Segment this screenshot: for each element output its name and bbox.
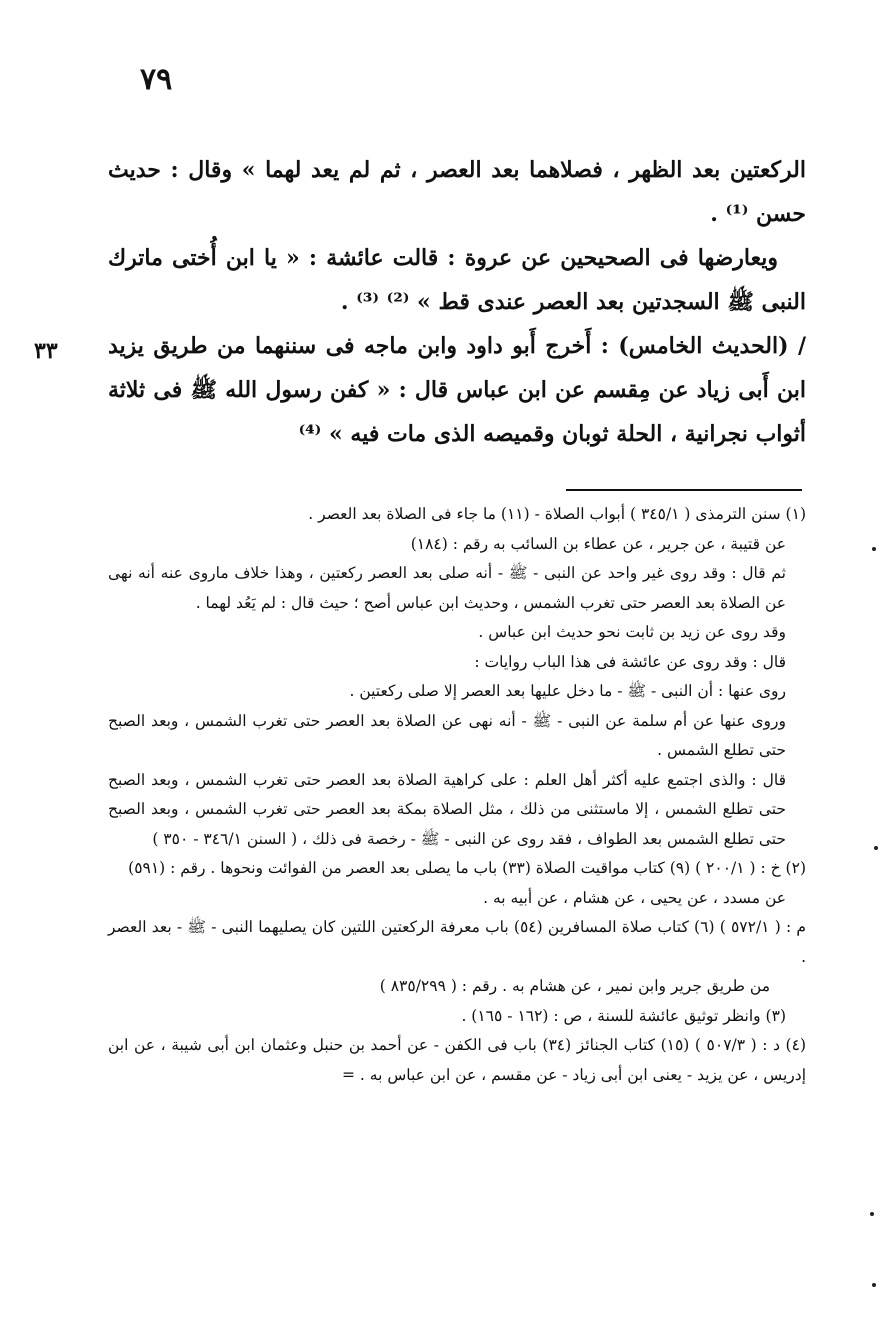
footnote-line: (٤) د : ( ٥٠٧/٣ ) (١٥) كتاب الجنائز (٣٤) باب فى الكفن - عن أحمد بن حنبل وعثمان ابن أبى شيبة ، عن ابن إدريس ، عن يزيد - يعنى ابن أبى زياد - عن مقسم ، عن ابن عباس به . =: [108, 1036, 806, 1084]
footnote-line: وروى عنها عن أم سلمة عن النبى - ﷺ - أنه نهى عن الصلاة بعد العصر حتى تغرب الشمس ، وبعد الصبح حتى تطلع الشمس .: [108, 711, 786, 759]
margin-dot-icon: [872, 1283, 876, 1287]
margin-dot-icon: [872, 547, 876, 551]
page-number: ٧٩: [140, 62, 173, 97]
margin-dot-icon: [870, 1212, 874, 1216]
footnote-line: قال : والذى اجتمع عليه أكثر أهل العلم : على كراهية الصلاة بعد العصر حتى تغرب الشمس ، وبعد الصبح حتى تطلع الشمس ، إلا ماستثنى من ذلك ، مثل الصلاة بمكة بعد العصر حتى تغرب الشمس ، وبعد الصبح حتى تطلع الشمس بعد الطواف ، فقد روى عن النبى - ﷺ - رخصة فى ذلك ، ( السنن ٣٤٦/١ - ٣٥٠ ): [108, 770, 786, 848]
margin-dot-icon: [874, 846, 878, 850]
main-text: [108, 148, 806, 456]
paragraph-1: الركعتين بعد الظهر ، فصلاهما بعد العصر ، ثم لم يعد لهما » وقال : حديث حسن ⁽¹⁾ .: [108, 157, 806, 227]
footnote-line: عن مسدد ، عن يحيى ، عن هشام ، عن أبيه به .: [483, 888, 786, 907]
footnote-line: ثم قال : وقد روى غير واحد عن النبى - ﷺ - أنه صلى بعد العصر ركعتين ، وهذا خلاف ماروى عنه أنه نهى عن الصلاة بعد العصر حتى تغرب الشمس ، وحديث ابن عباس أصح ؛ حيث قال : لم يَعُد لهما .: [108, 564, 786, 612]
footnote-line: م : ( ٥٧٢/١ ) (٦) كتاب صلاة المسافرين (٥٤) باب معرفة الركعتين اللتين كان يصليهما النبى - ﷺ - بعد العصر .: [108, 918, 806, 966]
footnotes: [108, 500, 806, 1090]
footnote-separator: [566, 489, 802, 491]
footnote-line: قال : وقد روى عن عائشة فى هذا الباب روايات :: [474, 652, 786, 671]
footnote-line: وقد روى عن زيد بن ثابت نحو حديث ابن عباس .: [478, 623, 786, 641]
footnote-line: من طريق جرير وابن نمير ، عن هشام به . رقم : ( ٨٣٥/٢٩٩ ): [379, 977, 770, 995]
hadith-heading: / (الحديث الخامس) :: [600, 333, 806, 359]
paragraph-3-text: أَخرج أَبو داود وابن ماجه فى سننهما من طريق يزيد ابن أَبى زياد عن مِقسم عن ابن عباس قال : « كفن رسول الله ﷺ فى ثلاثة أثواب نجرانية ، الحلة ثوبان وقميصه الذى مات فيه » ⁽⁴⁾: [108, 333, 806, 447]
paragraph-3: [108, 324, 806, 456]
footnote-line: روى عنها : أن النبى - ﷺ - ما دخل عليها بعد العصر إلا صلى ركعتين .: [349, 682, 786, 700]
paragraph-2: ويعارضها فى الصحيحين عن عروة : قالت عائشة : « يا ابن أُختى ماترك النبى ﷺ السجدتين بعد العصر عندى قط » ⁽²⁾ ⁽³⁾ .: [108, 245, 806, 315]
margin-number: ٣٣: [34, 338, 58, 364]
footnote-line: عن قتيبة ، عن جرير ، عن عطاء بن السائب به رقم : (١٨٤): [410, 534, 786, 553]
footnote-line: (٢) خ : ( ٢٠٠/١ ) (٩) كتاب مواقيت الصلاة (٣٣) باب ما يصلى بعد العصر من الفوائت ونحوها . رقم : (٥٩١): [128, 859, 806, 877]
footnote-line: (١) سنن الترمذى ( ٣٤٥/١ ) أبواب الصلاة - (١١) ما جاء فى الصلاة بعد العصر .: [308, 505, 806, 523]
footnote-line: (٣) وانظر توثيق عائشة للسنة ، ص : (١٦٢ - ١٦٥) .: [461, 1006, 786, 1025]
